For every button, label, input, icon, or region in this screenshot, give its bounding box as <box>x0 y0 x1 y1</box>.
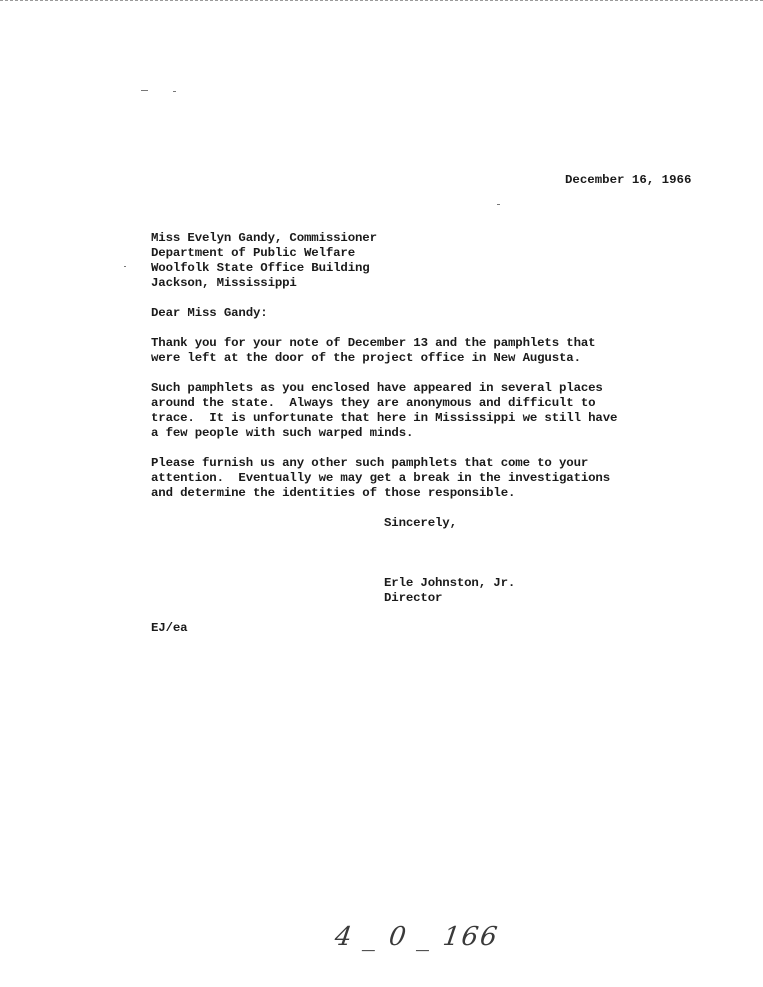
body-line: attention. Eventually we may get a break in the investigations <box>151 471 610 485</box>
body-line: around the state. Always they are anonymous and difficult to <box>151 396 596 410</box>
body-line: and determine the identities of those responsible. <box>151 486 516 500</box>
body-line: Thank you for your note of December 13 and the pamphlets that <box>151 336 596 350</box>
salutation: Dear Miss Gandy: <box>151 306 268 320</box>
recipient-department: Department of Public Welfare <box>151 246 355 260</box>
body-line: Such pamphlets as you enclosed have appeared in several places <box>151 381 603 395</box>
body-line: Please furnish us any other such pamphlets that come to your <box>151 456 589 470</box>
scan-mark <box>124 266 126 267</box>
letter-date: December 16, 1966 <box>565 173 692 187</box>
recipient-city: Jackson, Mississippi <box>151 276 297 290</box>
recipient-name: Miss Evelyn Gandy, Commissioner <box>151 231 377 245</box>
scan-mark <box>141 90 148 91</box>
handwritten-file-number: 4 _ 0 _ 166 <box>332 922 501 952</box>
closing: Sincerely, <box>384 516 457 530</box>
scan-mark <box>497 204 500 205</box>
scan-mark <box>173 91 176 92</box>
typist-initials: EJ/ea <box>151 621 188 635</box>
recipient-building: Woolfolk State Office Building <box>151 261 370 275</box>
signer-title: Director <box>384 591 443 605</box>
body-line: a few people with such warped minds. <box>151 426 414 440</box>
signer-name: Erle Johnston, Jr. <box>384 576 516 590</box>
body-line: trace. It is unfortunate that here in Mississippi we still have <box>151 411 618 425</box>
body-line: were left at the door of the project office in New Augusta. <box>151 351 581 365</box>
scan-top-border <box>0 0 763 1</box>
